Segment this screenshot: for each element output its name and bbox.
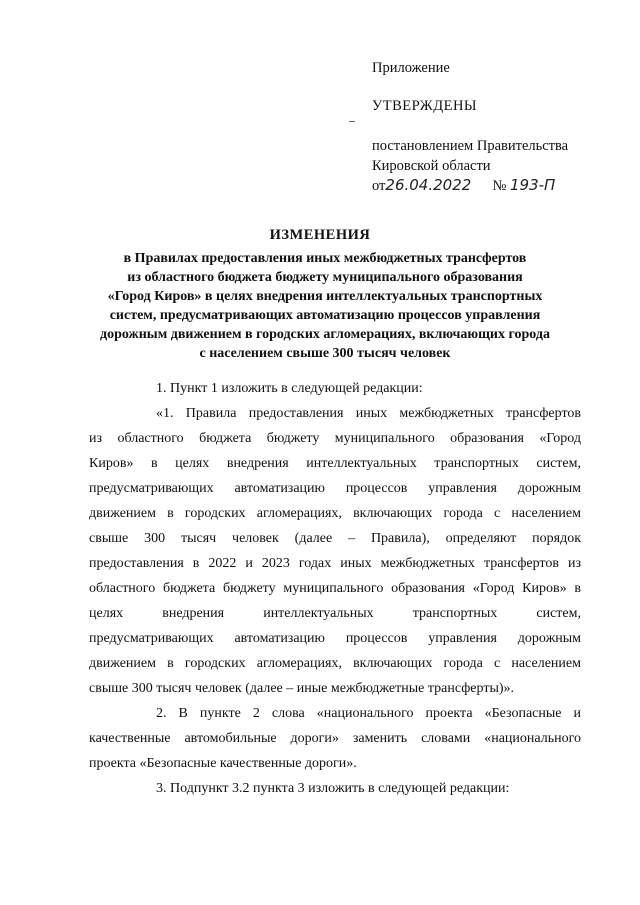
body-line: движением в городских агломерациях, включающих города с населением	[89, 506, 581, 521]
body-line: 3. Подпункт 3.2 пункта 3 изложить в следующей редакции:	[156, 781, 510, 796]
paragraph-1	[89, 376, 581, 401]
body-line: свыше 300 тысяч человек (далее – Правила), определяют порядок	[89, 531, 581, 546]
decree-block	[372, 137, 568, 176]
document-body	[89, 376, 581, 801]
date-number-line	[372, 176, 555, 195]
handwritten-date: 26.04.2022	[385, 176, 472, 194]
body-line: 2. В пункте 2 слова «национального проекта «Безопасные и	[156, 706, 581, 721]
handwritten-number: 193-П	[510, 176, 556, 194]
scan-mark	[349, 121, 355, 122]
appendix-label: Приложение	[372, 60, 450, 76]
body-line: проекта «Безопасные качественные дороги».	[89, 756, 357, 771]
paragraph-2	[89, 401, 581, 701]
body-line: 1. Пункт 1 изложить в следующей редакции:	[156, 381, 423, 396]
heading-line: из областного бюджета бюджету муниципального образования	[127, 270, 523, 285]
body-line: предусматривающих автоматизацию процессов управления дорожным	[89, 481, 581, 496]
number-prefix: №	[492, 178, 507, 194]
heading-line: «Город Киров» в целях внедрения интеллектуальных транспортных	[107, 289, 543, 304]
heading-line: дорожным движением в городских агломерациях, включающих города	[100, 327, 550, 342]
paragraph-4	[89, 776, 581, 801]
approved-label: УТВЕРЖДЕНЫ	[372, 98, 478, 114]
heading-line: систем, предусматривающих автоматизацию процессов управления	[109, 308, 541, 323]
body-line: свыше 300 тысяч человек (далее – иные межбюджетные трансферты)».	[89, 681, 515, 696]
decree-line-1: постановлением Правительства	[372, 138, 569, 154]
heading-line: с населением свыше 300 тысяч человек	[199, 346, 451, 361]
body-line: из областного бюджета бюджету муниципального образования «Город	[89, 431, 581, 446]
body-line: качественные автомобильные дороги» заменить словами «национального	[89, 731, 581, 746]
decree-line-2: Кировской области	[372, 157, 491, 174]
body-line: областного бюджета бюджету муниципального образования «Город Киров» в	[89, 581, 581, 596]
document-heading	[70, 249, 580, 363]
body-line: Киров» в целях внедрения интеллектуальных транспортных систем,	[89, 456, 581, 471]
body-line: движением в городских агломерациях, включающих города с населением	[89, 656, 581, 671]
paragraph-3	[89, 701, 581, 776]
body-line: целях внедрения интеллектуальных транспортных систем,	[89, 606, 581, 621]
body-line: предусматривающих автоматизацию процессов управления дорожным	[89, 631, 581, 646]
body-line: «1. Правила предоставления иных межбюджетных трансфертов	[156, 406, 581, 421]
heading-line: в Правилах предоставления иных межбюджетных трансфертов	[123, 251, 527, 266]
body-line: предоставления в 2022 и 2023 годах иных межбюджетных трансфертов из	[89, 556, 581, 571]
date-prefix: от	[372, 178, 386, 194]
document-title: ИЗМЕНЕНИЯ	[269, 227, 371, 243]
